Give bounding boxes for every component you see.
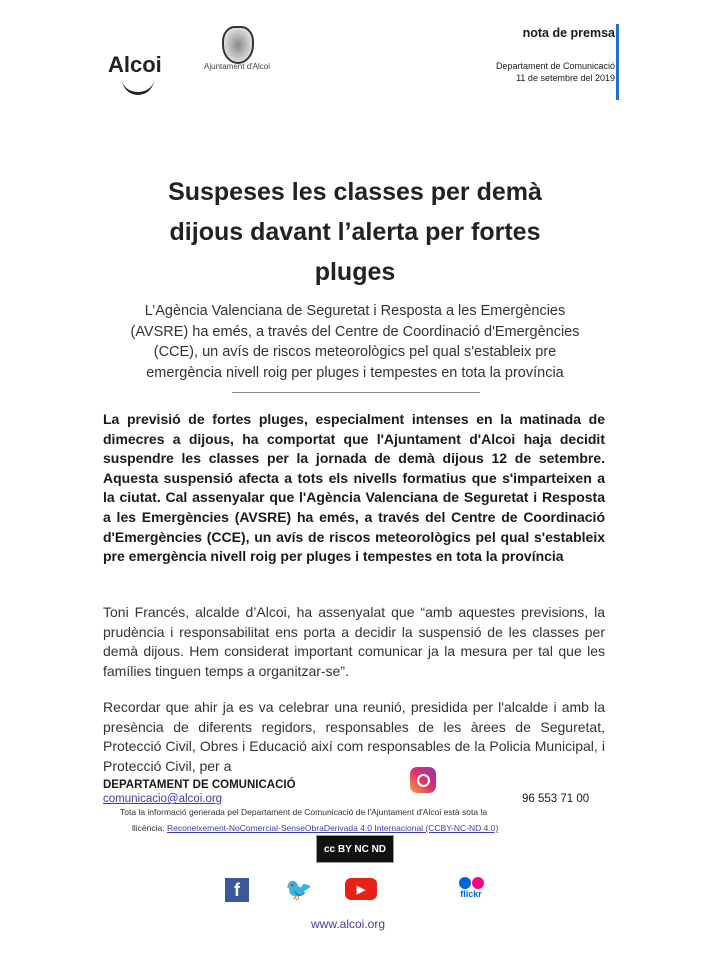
coat-of-arms-icon (222, 26, 254, 64)
facebook-icon[interactable]: f (225, 878, 249, 902)
phone-number: 96 553 71 00 (522, 793, 590, 805)
body-paragraph: Recordar que ahir ja es va celebrar una reunió, presidida per l'alcalde i amb la presència de diferents regidors, responsables de les àrees de Seguretat, Protecció Civil, Obres i Educació així com responsables de la Policia Municipal, i Protecció Civil, per a (103, 699, 605, 774)
subtitle: L’Agència Valenciana de Seguretat i Resposta a les Emergències (AVSRE) ha emés, a través del Centre de Coordinació d'Emergències (CCE), un avís de riscos meteorològics pel qual s'estableix pre emergència nivell roig per pluges i tempestes en tota la província (130, 303, 580, 381)
license-text: Tota la informació generada pel Departament de Comunicació de l'Ajuntament d'Alcoi està sota la (120, 807, 488, 817)
logo-smile-icon (122, 78, 154, 95)
website-link[interactable]: www.alcoi.org (311, 917, 386, 931)
lead-paragraph: La previsió de fortes pluges, especialment intenses en la matinada de dimecres a dijous, ha comportat que l'Ajuntament d'Alcoi haja decidit suspendre les classes per la jornada de demà dijous 12 de setembre. Aquesta suspensió afecta a tots els nivells formatius que s'imparteixen a la ciutat. Cal assenyalar que l'Agència Valenciana de Seguretat i Resposta a les Emergències (AVSRE) ha emés, a través del Centre de Coordinació d'Emergències (CCE), un avís de riscos meteorològics pel qual s'estableix pre emergència nivell roig per pluges i tempestes en tota la província (103, 411, 605, 565)
youtube-icon[interactable]: ▶ (345, 878, 377, 900)
header-info (496, 60, 615, 84)
header-accent-bar (616, 24, 619, 100)
document-type: nota de premsa (522, 26, 615, 40)
flickr-label: flickr (460, 889, 482, 899)
divider (232, 392, 480, 393)
email-link[interactable]: comunicacio@alcoi.org (103, 793, 223, 805)
quote-paragraph: Toni Francés, alcalde d’Alcoi, ha assenyalat que “amb aquestes previsions, la prudència i responsabilitat ens porta a decidir la suspensió de les classes per demà dijous. Hem considerat important comunicar ja la mesura per tal que les famílies tinguen temps a organitzar-se”. (103, 604, 605, 679)
date: 11 de setembre del 2019 (516, 73, 615, 83)
headline: Suspeses les classes per demà dijous davant l’alerta per fortes pluges (168, 178, 542, 286)
footer-department: DEPARTAMENT DE COMUNICACIÓ (103, 779, 296, 791)
license-link[interactable]: Reconeixement-NoComercial-SenseObraDerivada 4.0 Internacional (CCBY-NC-ND 4.0) (166, 823, 499, 833)
department: Departament de Comunicació (495, 61, 615, 71)
instagram-icon[interactable] (410, 767, 436, 793)
alcoi-logo: Alcoi (108, 52, 162, 77)
twitter-icon[interactable]: 🐦 (285, 877, 313, 902)
creative-commons-badge[interactable]: cc BY NC ND (316, 835, 394, 863)
flickr-icon[interactable] (456, 876, 486, 900)
license-line (132, 823, 498, 833)
license-prefix: llicència: (132, 823, 165, 833)
crest-caption: Ajuntament d'Alcoi (204, 62, 271, 71)
